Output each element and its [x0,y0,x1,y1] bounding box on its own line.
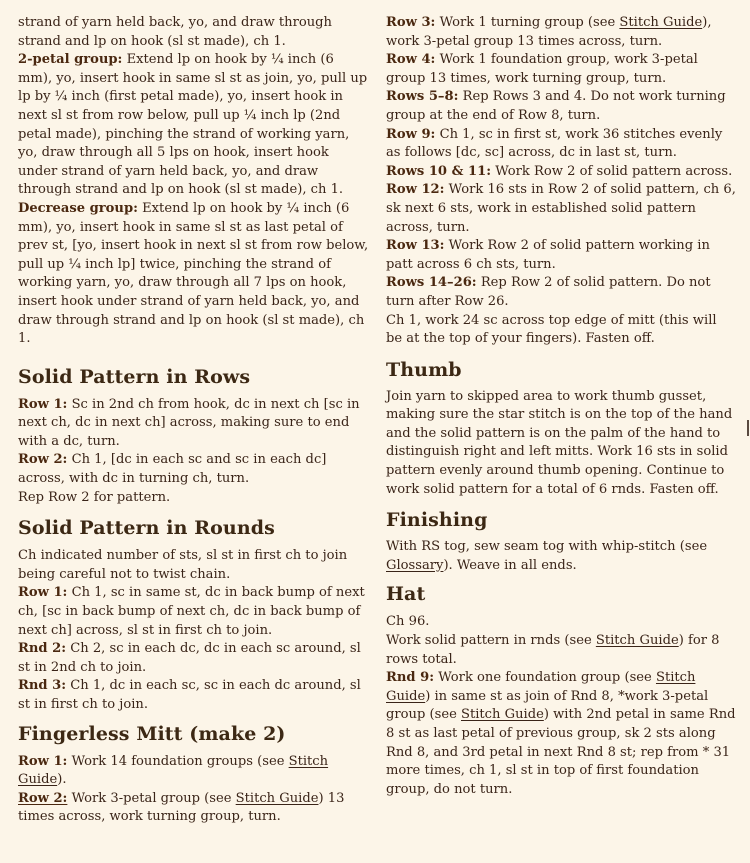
right-column [386,14,736,799]
hat-work-solid [386,632,736,669]
row-text-end: ) 13 times across, work turning group, turn. [18,790,345,825]
heading-finishing: Finishing [386,509,488,532]
mitt-row13 [386,237,736,274]
two-petal-label: 2-petal group: [18,52,123,68]
row-label: Row 3: [386,15,436,30]
rnd-label: Rnd 9: [386,670,435,686]
mitt-top-edge: Ch 1, work 24 sc across top edge of mitt (this will be at the top of your fingers). Fasten off. [386,312,717,347]
solid-rounds-rnd3 [18,677,370,714]
row-label: Row 4: [386,52,436,68]
mitt-row12 [386,181,736,237]
row-text: Work Row 2 of solid pattern working in patt across 6 ch sts, turn. [386,238,710,272]
mitt-row1 [18,753,370,790]
stitch-guide-link[interactable]: Stitch Guide [386,670,696,704]
stitch-guide-link[interactable]: Stitch Guide [595,633,679,649]
mitt-row2 [18,790,370,827]
stitch-guide-link[interactable]: Stitch Guide [235,790,319,806]
solid-rounds-row1 [18,584,370,640]
hat-chain: Ch 96. [386,614,430,630]
row-label: Row 1: [18,585,68,601]
row-label: Row 1: [18,396,68,412]
page-edge-mark [747,420,749,436]
glossary-link[interactable]: Glossary [386,557,444,573]
heading-hat: Hat [386,583,426,606]
row-label: Row 1: [18,753,68,769]
decrease-text: Extend lp on hook by ¼ inch (6 mm), yo, insert hook in same sl st as last petal of prev st, [yo, insert hook in next sl st from row below, pull up ¼ inch lp] twice, pinching the strand of working yarn, yo, draw through all 7 lps on hook, insert hook under strand of yarn held back, yo, and draw through strand and lp on hook (sl st made), ch 1. [18,200,369,347]
row-label: Rows 5–8: [386,89,459,105]
two-petal-text: Extend lp on hook by ¼ inch (6 mm), yo, insert hook in same sl st as join, yo, pull up lp by ¼ inch (first petal made), yo, insert hook in next sl st from row below, pull up ¼ inch lp (2nd petal made), pinching the strand of working yarn, yo, draw through all 5 lps on hook, insert hook under strand of yarn held back, yo, and draw through strand and lp on hook (sl st made), ch 1. [18,52,368,198]
row-text: Work 3-petal group (see [71,790,236,806]
row-text: Work 1 foundation group, work 3-petal group 13 times, work turning group, turn. [386,52,698,86]
rnd-text-mid: ) in same st as join of Rnd 8, *work 3-petal group (see [386,688,709,723]
finishing-paragraph [386,538,736,575]
intro-paragraph [18,14,370,51]
two-petal-group-paragraph [18,51,370,200]
rnd-label: Rnd 2: [18,641,67,657]
row-text: Ch 1, sc in same st, dc in back bump of next ch, [sc in back bump of next ch, dc in back bump of next ch] across, sl st in first ch to join. [18,585,365,638]
solid-rows-repeat: Rep Row 2 for pattern. [18,489,171,505]
decrease-label: Decrease group: [18,200,138,216]
row-text: Ch 1, sc in first st, work 36 stitches evenly as follows [dc, sc] across, dc in last st, turn. [386,126,723,161]
row-text: Work 16 sts in Row 2 of solid pattern, ch 6, sk next 6 sts, work in established solid pattern across, turn. [386,182,736,235]
row-text: Work 14 foundation groups (see [71,753,289,769]
stitch-guide-link[interactable]: Stitch Guide [461,707,544,723]
row-text: Rep Row 2 of solid pattern. Do not turn after Row 26. [386,275,711,309]
heading-fingerless-mitt: Fingerless Mitt (make 2) [18,722,286,745]
row-label: Rows 10 & 11: [386,163,492,179]
mitt-row3 [386,14,736,51]
hat-work-text: Work solid pattern in rnds (see [386,633,596,649]
row-label: Rows 14–26: [386,275,477,291]
heading-thumb: Thumb [386,358,462,381]
row-text: Work 1 turning group (see [439,15,620,30]
mitt-row4 [386,51,736,88]
row-label: Row 2: [18,790,68,806]
thumb-paragraph: Join yarn to skipped area to work thumb gusset, making sure the star stitch is on the top of the hand and the solid pattern is on the palm of the hand to distinguish right and left mitts. Work 16 sts in solid pattern evenly around thumb opening. Continue to work solid pattern for a total of 6 rnds. Fasten off. [386,388,733,497]
row-text-end: ). [57,772,67,788]
solid-rounds-rnd2 [18,640,370,677]
heading-solid-pattern-rounds: Solid Pattern in Rounds [18,517,275,540]
solid-rounds-intro: Ch indicated number of sts, sl st in first ch to join being careful not to twist chain. [18,548,348,582]
row-label: Row 2: [18,452,68,468]
row-text-end: ), work 3-petal group 13 times across, turn. [386,15,712,49]
row-label: Row 13: [386,238,445,254]
rnd-text: Ch 1, dc in each sc, sc in each dc around, sl st in first ch to join. [18,678,361,712]
mitt-row9 [386,126,736,163]
rnd-label: Rnd 3: [18,678,67,694]
row-label: Row 9: [386,126,436,142]
mitt-rows-14-26 [386,274,736,311]
mitt-rows-5-8 [386,88,736,125]
decrease-group-paragraph [18,200,370,349]
heading-solid-pattern-rows: Solid Pattern in Rows [18,365,251,388]
hat-rnd9 [386,669,736,799]
finishing-text: With RS tog, sew seam tog with whip-stitch (see [386,539,708,555]
row-text: Sc in 2nd ch from hook, dc in next ch [sc in next ch, dc in next ch] across, making sure to end with a dc, turn. [18,396,360,449]
stitch-guide-link[interactable]: Stitch Guide [619,15,703,30]
intro-text: strand of yarn held back, yo, and draw through strand and lp on hook (sl st made), ch 1. [18,15,332,49]
finishing-text-end: ). Weave in all ends. [443,557,577,573]
row-label: Row 12: [386,182,445,198]
rnd-text: Ch 2, sc in each dc, dc in each sc around, sl st in 2nd ch to join. [18,641,361,675]
row-text: Ch 1, [dc in each sc and sc in each dc] across, with dc in turning ch, turn. [18,452,327,487]
row-text: Work Row 2 of solid pattern across. [495,163,733,179]
hat-work-text-end: ) for 8 rows total. [386,633,720,667]
solid-rows-row1 [18,396,370,452]
left-column [18,14,370,827]
stitch-guide-link[interactable]: Stitch Guide [18,753,329,788]
row-text: Rep Rows 3 and 4. Do not work turning group at the end of Row 8, turn. [386,89,726,123]
solid-rows-row2 [18,451,370,488]
mitt-rows-10-11 [386,163,736,182]
rnd-text-end: ) with 2nd petal in same Rnd 8 st as last petal of previous group, sk 2 sts along Rnd 8, and 3rd petal in next Rnd 8 st; rep from * 31 more times, ch 1, sl st in top of first foundation group, do not turn. [386,707,736,797]
rnd-text: Work one foundation group (see [438,670,656,686]
